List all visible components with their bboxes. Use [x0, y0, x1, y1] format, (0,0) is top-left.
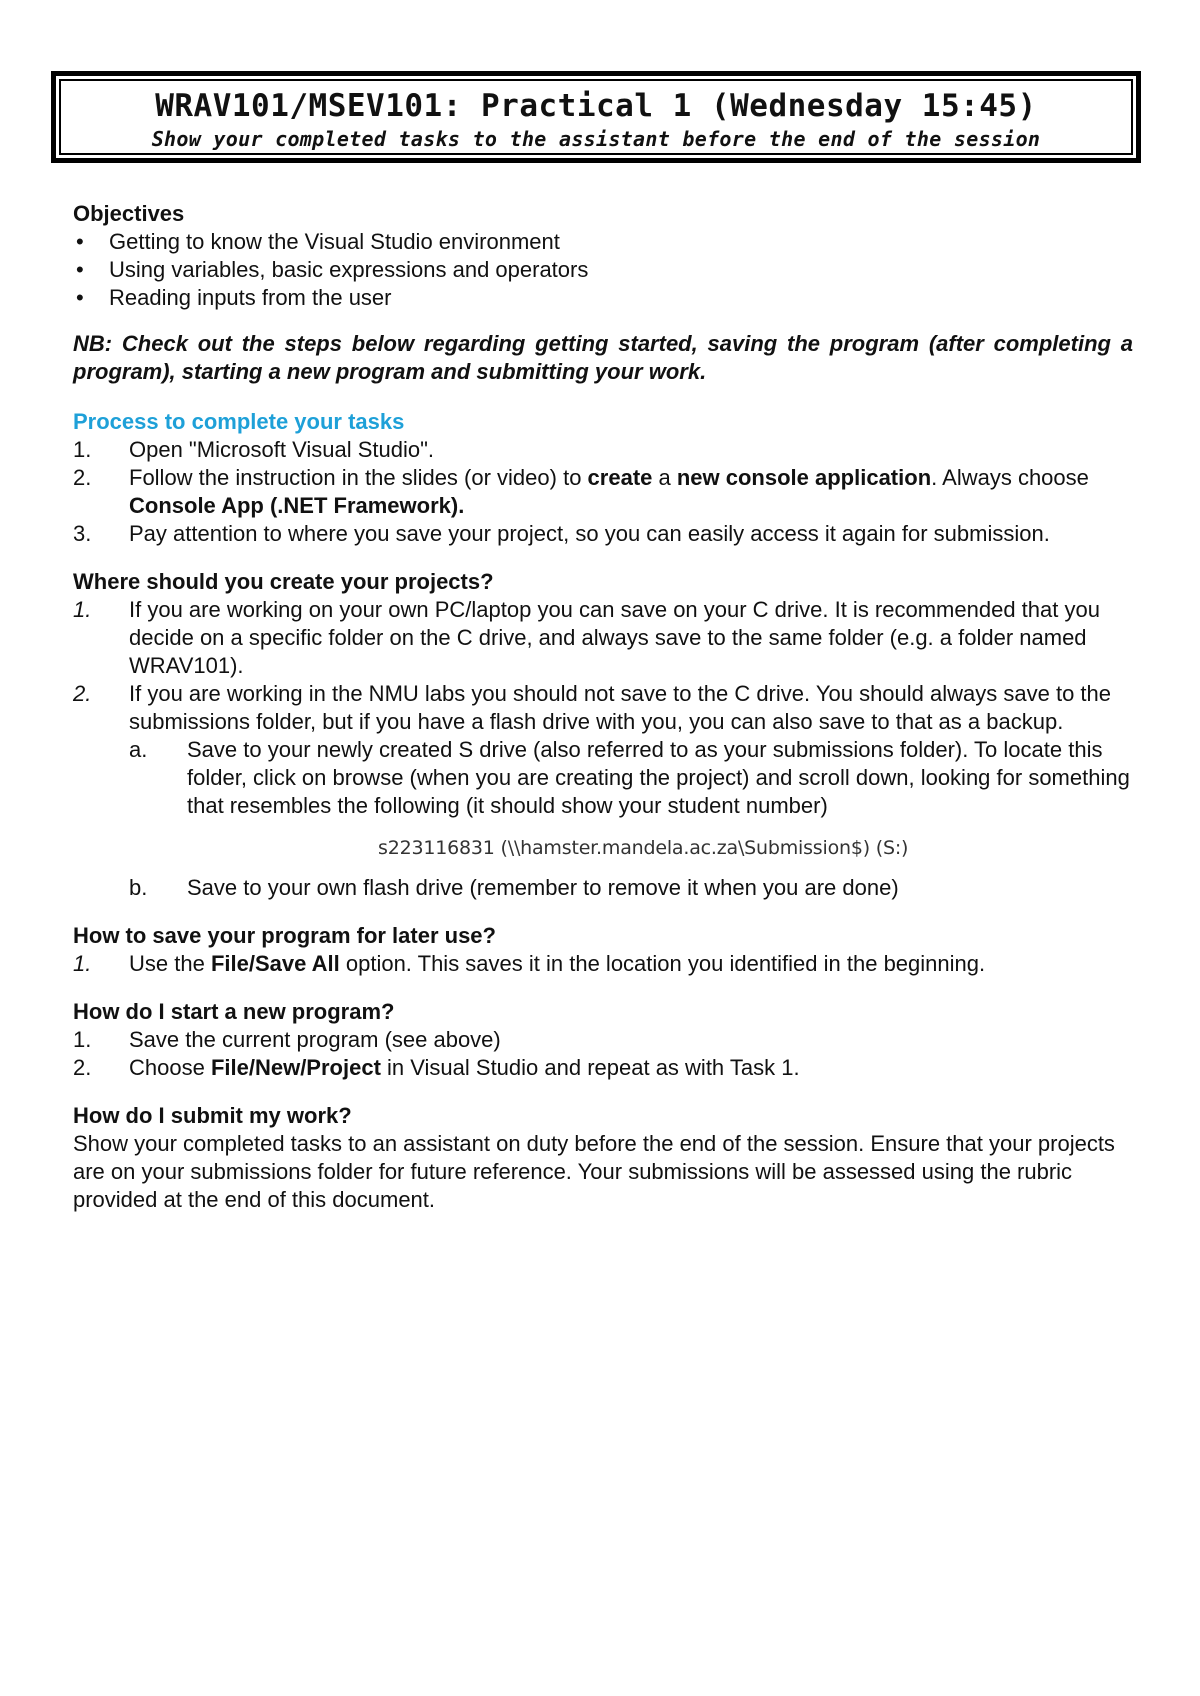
list-item: 2. Follow the instruction in the slides (or video) to create a new console application. Always choose Console App (.NET Framework). [73, 465, 1089, 518]
page-subtitle: Show your completed tasks to the assistant before the end of the session [151, 127, 1041, 151]
list-item: a. Save to your newly created S drive (also referred to as your submissions folder). To locate this folder, click on browse (when you are creating the project) and scroll down, looking for something that resembles the following (it should show your student number) [129, 737, 1130, 818]
list-item: b. Save to your own flash drive (remember to remove it when you are done) [129, 875, 899, 900]
where-heading: Where should you create your projects? [73, 569, 494, 594]
where-section [73, 568, 1133, 902]
where-list [73, 596, 1133, 820]
list-item: 1. Use the File/Save All option. This saves it in the location you identified in the beginning. [73, 951, 986, 976]
process-heading: Process to complete your tasks [73, 409, 405, 434]
list-item: • Reading inputs from the user [76, 285, 392, 310]
header-box [52, 72, 1140, 162]
new-program-section [73, 998, 1133, 1082]
save-section [73, 922, 1133, 978]
bullet-icon: • [76, 257, 84, 282]
objectives-heading: Objectives [73, 201, 185, 226]
bullet-icon: • [76, 229, 84, 254]
list-item: 2. If you are working in the NMU labs you should not save to the C drive. You should always save to the submissions folder, but if you have a flash drive with you, you can also save to that as a backup. a. Save to your newly created S drive (also referred to as your submissions folder). To locate this folder, click on browse (when you are creating the project) and scroll down, looking for something that resembles the following (it should show your student number) [73, 680, 1133, 820]
process-list [73, 436, 1133, 548]
save-heading: How to save your program for later use? [73, 923, 496, 948]
where-sublist [129, 736, 1133, 820]
new-program-list [73, 1026, 1133, 1082]
list-item: 1. If you are working on your own PC/laptop you can save on your C drive. It is recommended that you decide on a specific folder on the C drive, and always save to the same folder (e.g. a folder named WRAV101). [73, 597, 1100, 678]
bullet-icon: • [76, 285, 84, 310]
submit-text: Show your completed tasks to an assistant on duty before the end of the session. Ensure that your projects are on your submissions folder for future reference. Your submissions will be assessed using the rubric provided at the end of this document. [73, 1131, 1115, 1212]
page-title: WRAV101/MSEV101: Practical 1 (Wednesday 15:45) [155, 88, 1037, 124]
list-item: 1. Open "Microsoft Visual Studio". [73, 437, 435, 462]
list-item: • Using variables, basic expressions and operators [76, 257, 589, 282]
where-sublist-b [73, 874, 1133, 902]
submit-heading: How do I submit my work? [73, 1103, 352, 1128]
list-item: 3. Pay attention to where you save your project, so you can easily access it again for submission. [73, 521, 1050, 546]
save-list [73, 950, 1133, 978]
objectives-list [73, 228, 1133, 312]
submit-section [73, 1102, 1133, 1214]
list-item: • Getting to know the Visual Studio environment [76, 229, 560, 254]
process-section [73, 408, 1133, 548]
nb-note: NB: Check out the steps below regarding getting started, saving the program (after completing a program), starting a new program and submitting your work. [73, 331, 1133, 384]
submission-path-example: s223116831 (\\hamster.mandela.ac.za\Submission$) (S:) [378, 837, 909, 859]
document-body [73, 200, 1133, 1214]
new-program-heading: How do I start a new program? [73, 999, 395, 1024]
list-item: 2. Choose File/New/Project in Visual Studio and repeat as with Task 1. [73, 1055, 800, 1080]
list-item: 1. Save the current program (see above) [73, 1027, 501, 1052]
